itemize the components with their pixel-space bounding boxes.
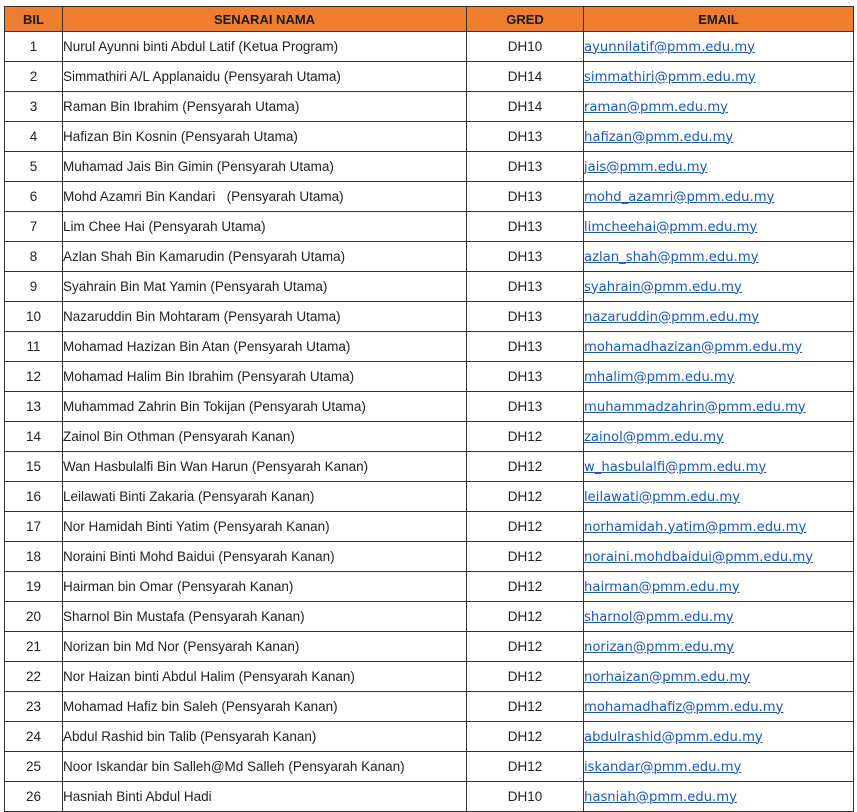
cell-gred: DH12 xyxy=(467,662,584,692)
table-row xyxy=(5,572,854,602)
staff-table xyxy=(4,6,854,812)
email-link[interactable]: leilawati@pmm.edu.my xyxy=(584,489,741,505)
cell-gred: DH13 xyxy=(467,392,584,422)
cell-nama: Nurul Ayunni binti Abdul Latif (Ketua Program) xyxy=(63,32,467,62)
table-row xyxy=(5,482,854,512)
email-link[interactable]: muhammadzahrin@pmm.edu.my xyxy=(584,399,806,415)
cell-bil: 18 xyxy=(5,542,63,572)
cell-nama: Norizan bin Md Nor (Pensyarah Kanan) xyxy=(63,632,467,662)
cell-bil: 4 xyxy=(5,122,63,152)
cell-nama: Nor Hamidah Binti Yatim (Pensyarah Kanan) xyxy=(63,512,467,542)
cell-email xyxy=(584,572,854,602)
cell-email xyxy=(584,62,854,92)
cell-nama: Hairman bin Omar (Pensyarah Kanan) xyxy=(63,572,467,602)
cell-bil: 12 xyxy=(5,362,63,392)
cell-email xyxy=(584,302,854,332)
table-row xyxy=(5,92,854,122)
cell-gred: DH12 xyxy=(467,572,584,602)
cell-email xyxy=(584,242,854,272)
cell-email xyxy=(584,782,854,812)
cell-nama: Lim Chee Hai (Pensyarah Utama) xyxy=(63,212,467,242)
cell-nama: Noraini Binti Mohd Baidui (Pensyarah Kanan) xyxy=(63,542,467,572)
email-link[interactable]: w_hasbulalfi@pmm.edu.my xyxy=(584,459,767,475)
table-row xyxy=(5,392,854,422)
email-link[interactable]: abdulrashid@pmm.edu.my xyxy=(584,729,763,745)
email-link[interactable]: hafizan@pmm.edu.my xyxy=(584,129,734,145)
cell-gred: DH10 xyxy=(467,32,584,62)
cell-bil: 7 xyxy=(5,212,63,242)
cell-email xyxy=(584,722,854,752)
cell-gred: DH13 xyxy=(467,242,584,272)
email-link[interactable]: norhamidah.yatim@pmm.edu.my xyxy=(584,519,807,535)
cell-gred: DH13 xyxy=(467,182,584,212)
cell-gred: DH13 xyxy=(467,212,584,242)
table-row xyxy=(5,152,854,182)
cell-email xyxy=(584,362,854,392)
cell-bil: 21 xyxy=(5,632,63,662)
email-link[interactable]: raman@pmm.edu.my xyxy=(584,99,728,115)
table-row xyxy=(5,242,854,272)
email-link[interactable]: zainol@pmm.edu.my xyxy=(584,429,724,445)
cell-gred: DH12 xyxy=(467,542,584,572)
cell-bil: 16 xyxy=(5,482,63,512)
cell-email xyxy=(584,32,854,62)
cell-gred: DH12 xyxy=(467,452,584,482)
cell-gred: DH14 xyxy=(467,92,584,122)
cell-gred: DH13 xyxy=(467,362,584,392)
email-link[interactable]: sharnol@pmm.edu.my xyxy=(584,609,734,625)
email-link[interactable]: mohd_azamri@pmm.edu.my xyxy=(584,189,775,205)
cell-nama: Wan Hasbulalfi Bin Wan Harun (Pensyarah Kanan) xyxy=(63,452,467,482)
email-link[interactable]: jais@pmm.edu.my xyxy=(584,159,708,175)
cell-bil: 6 xyxy=(5,182,63,212)
cell-email xyxy=(584,632,854,662)
cell-gred: DH12 xyxy=(467,722,584,752)
table-row xyxy=(5,32,854,62)
cell-email xyxy=(584,152,854,182)
cell-gred: DH13 xyxy=(467,122,584,152)
email-link[interactable]: mohamadhazizan@pmm.edu.my xyxy=(584,339,803,355)
table-row xyxy=(5,752,854,782)
cell-nama: Hafizan Bin Kosnin (Pensyarah Utama) xyxy=(63,122,467,152)
cell-email xyxy=(584,332,854,362)
cell-nama: Muhamad Jais Bin Gimin (Pensyarah Utama) xyxy=(63,152,467,182)
cell-nama: Muhammad Zahrin Bin Tokijan (Pensyarah Utama) xyxy=(63,392,467,422)
cell-bil: 17 xyxy=(5,512,63,542)
cell-gred: DH12 xyxy=(467,692,584,722)
table-row xyxy=(5,62,854,92)
cell-nama: Simmathiri A/L Applanaidu (Pensyarah Utama) xyxy=(63,62,467,92)
table-row xyxy=(5,272,854,302)
cell-nama: Leilawati Binti Zakaria (Pensyarah Kanan) xyxy=(63,482,467,512)
cell-bil: 19 xyxy=(5,572,63,602)
cell-bil: 13 xyxy=(5,392,63,422)
header-email: EMAIL xyxy=(584,7,854,32)
cell-gred: DH12 xyxy=(467,482,584,512)
email-link[interactable]: hairman@pmm.edu.my xyxy=(584,579,740,595)
cell-bil: 11 xyxy=(5,332,63,362)
cell-gred: DH12 xyxy=(467,422,584,452)
cell-email xyxy=(584,392,854,422)
cell-nama: Nor Haizan binti Abdul Halim (Pensyarah Kanan) xyxy=(63,662,467,692)
cell-bil: 24 xyxy=(5,722,63,752)
cell-email xyxy=(584,272,854,302)
email-link[interactable]: hasniah@pmm.edu.my xyxy=(584,789,737,805)
cell-nama: Raman Bin Ibrahim (Pensyarah Utama) xyxy=(63,92,467,122)
cell-nama: Noor Iskandar bin Salleh@Md Salleh (Pensyarah Kanan) xyxy=(63,752,467,782)
cell-bil: 5 xyxy=(5,152,63,182)
email-link[interactable]: syahrain@pmm.edu.my xyxy=(584,279,742,295)
cell-gred: DH12 xyxy=(467,512,584,542)
table-row xyxy=(5,182,854,212)
cell-nama: Syahrain Bin Mat Yamin (Pensyarah Utama) xyxy=(63,272,467,302)
cell-nama: Mohamad Halim Bin Ibrahim (Pensyarah Utama) xyxy=(63,362,467,392)
cell-email xyxy=(584,92,854,122)
table-row xyxy=(5,212,854,242)
cell-bil: 10 xyxy=(5,302,63,332)
cell-bil: 2 xyxy=(5,62,63,92)
email-link[interactable]: mohamadhafiz@pmm.edu.my xyxy=(584,699,784,715)
cell-bil: 9 xyxy=(5,272,63,302)
cell-bil: 20 xyxy=(5,602,63,632)
table-row xyxy=(5,362,854,392)
cell-nama: Mohamad Hafiz bin Saleh (Pensyarah Kanan) xyxy=(63,692,467,722)
cell-bil: 8 xyxy=(5,242,63,272)
email-link[interactable]: norhaizan@pmm.edu.my xyxy=(584,669,751,685)
cell-bil: 15 xyxy=(5,452,63,482)
table-row xyxy=(5,722,854,752)
email-link[interactable]: limcheehai@pmm.edu.my xyxy=(584,219,758,235)
email-link[interactable]: iskandar@pmm.edu.my xyxy=(584,759,742,775)
cell-email xyxy=(584,212,854,242)
table-row xyxy=(5,782,854,812)
table-row xyxy=(5,452,854,482)
table-row xyxy=(5,662,854,692)
cell-nama: Azlan Shah Bin Kamarudin (Pensyarah Utama) xyxy=(63,242,467,272)
cell-nama: Hasniah Binti Abdul Hadi xyxy=(63,782,467,812)
cell-bil: 3 xyxy=(5,92,63,122)
email-link[interactable]: ayunnilatif@pmm.edu.my xyxy=(584,39,755,55)
cell-bil: 14 xyxy=(5,422,63,452)
cell-email xyxy=(584,692,854,722)
cell-gred: DH12 xyxy=(467,602,584,632)
table-row xyxy=(5,122,854,152)
table-row xyxy=(5,422,854,452)
cell-gred: DH13 xyxy=(467,302,584,332)
cell-email xyxy=(584,752,854,782)
email-link[interactable]: nazaruddin@pmm.edu.my xyxy=(584,309,760,325)
cell-email xyxy=(584,452,854,482)
cell-nama: Abdul Rashid bin Talib (Pensyarah Kanan) xyxy=(63,722,467,752)
cell-bil: 22 xyxy=(5,662,63,692)
cell-email xyxy=(584,602,854,632)
cell-email xyxy=(584,662,854,692)
email-link[interactable]: azlan_shah@pmm.edu.my xyxy=(584,249,759,265)
header-gred: GRED xyxy=(467,7,584,32)
cell-bil: 25 xyxy=(5,752,63,782)
cell-gred: DH13 xyxy=(467,152,584,182)
header-bil: BIL xyxy=(5,7,63,32)
cell-email xyxy=(584,422,854,452)
cell-bil: 26 xyxy=(5,782,63,812)
table-row xyxy=(5,332,854,362)
email-link[interactable]: mhalim@pmm.edu.my xyxy=(584,369,735,385)
cell-nama: Nazaruddin Bin Mohtaram (Pensyarah Utama) xyxy=(63,302,467,332)
cell-bil: 23 xyxy=(5,692,63,722)
cell-nama: Sharnol Bin Mustafa (Pensyarah Kanan) xyxy=(63,602,467,632)
cell-nama: Zainol Bin Othman (Pensyarah Kanan) xyxy=(63,422,467,452)
cell-nama: Mohd Azamri Bin Kandari (Pensyarah Utama) xyxy=(63,182,467,212)
email-link[interactable]: norizan@pmm.edu.my xyxy=(584,639,735,655)
email-link[interactable]: simmathiri@pmm.edu.my xyxy=(584,69,756,85)
table-header-row xyxy=(5,7,854,32)
email-link[interactable]: noraini.mohdbaidui@pmm.edu.my xyxy=(584,549,814,565)
table-row xyxy=(5,542,854,572)
cell-email xyxy=(584,182,854,212)
cell-email xyxy=(584,542,854,572)
cell-email xyxy=(584,122,854,152)
cell-gred: DH14 xyxy=(467,62,584,92)
table-row xyxy=(5,692,854,722)
table-row xyxy=(5,602,854,632)
cell-gred: DH13 xyxy=(467,272,584,302)
cell-gred: DH12 xyxy=(467,752,584,782)
table-row xyxy=(5,302,854,332)
cell-gred: DH12 xyxy=(467,632,584,662)
table-body xyxy=(5,32,854,812)
cell-bil: 1 xyxy=(5,32,63,62)
cell-gred: DH10 xyxy=(467,782,584,812)
header-nama: SENARAI NAMA xyxy=(63,7,467,32)
cell-email xyxy=(584,482,854,512)
cell-gred: DH13 xyxy=(467,332,584,362)
table-row xyxy=(5,512,854,542)
cell-nama: Mohamad Hazizan Bin Atan (Pensyarah Utama) xyxy=(63,332,467,362)
cell-email xyxy=(584,512,854,542)
table-row xyxy=(5,632,854,662)
